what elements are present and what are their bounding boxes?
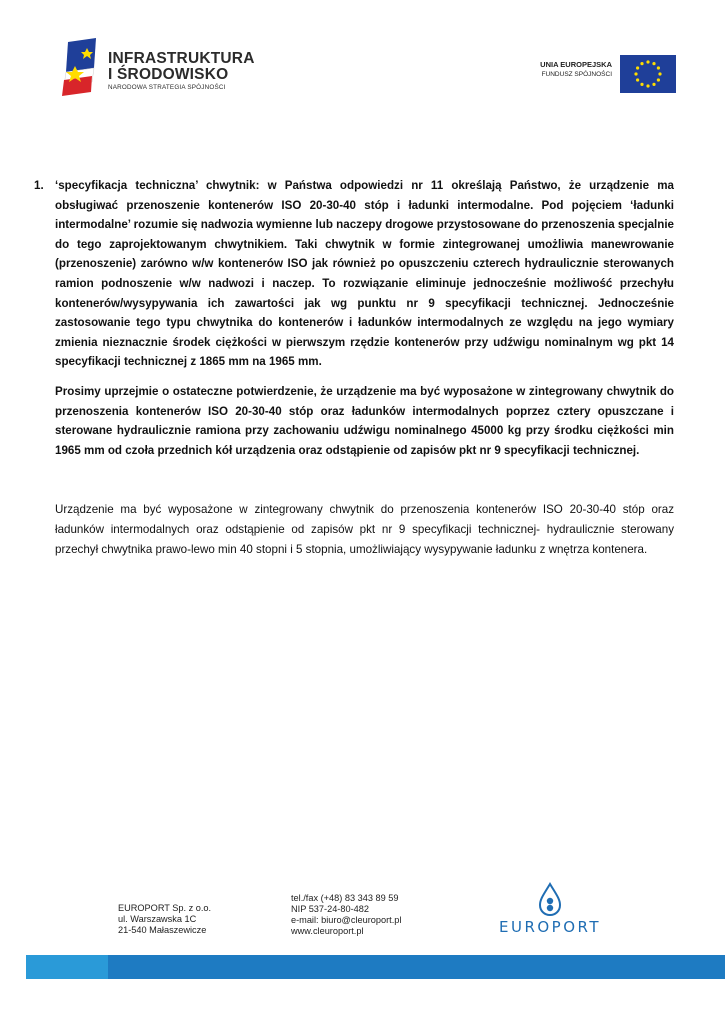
nss-flag-icon bbox=[58, 38, 104, 96]
company-address bbox=[118, 903, 211, 936]
company-street: ul. Warszawska 1C bbox=[118, 914, 197, 924]
document-body bbox=[34, 176, 674, 559]
paragraph-request: Prosimy uprzejmie o ostateczne potwierdzenie, że urządzenie ma być wyposażone w zintegrowany chwytnik do przenoszenia kontenerów ISO 20-30-40 stóp oraz ładunków intermodalnych poprzez cztery opuszczane i sterowane hydraulicznie ramiona przy zachowaniu udźwigu nominalnego 45000 kg przy środku ciężkości min 1965 mm od czoła przednich kół urządzenia oraz odstąpienie od zapisów pkt nr 9 specyfikacji technicznej. bbox=[55, 384, 674, 457]
logo-title-line1: INFRASTRUKTURA bbox=[108, 50, 255, 67]
europort-drop-icon bbox=[470, 882, 630, 918]
paragraph-specification: ‘specyfikacja techniczna’ chwytnik: w Państwa odpowiedzi nr 11 określają Państwo, że urządzenie ma obsługiwać przenoszenie kontenerów ISO 20-30-40 stóp i ładunki intermodalne. Pod pojęciem ‘ładunki intermodalne’ rozumie się nadwozia wymienne lub naczepy drogowe przystosowane do przenoszenia specjalnie do tego zaprojektowanym chwytnikiem. Taki chwytnik w formie zintegrowanej umożliwia manewrowanie (przenoszenie) zarówno w/w kontenerów ISO jak również po opuszczeniu czterech hydraulicznie sterowanych ramion podnoszenie w/w nadwozi i naczep. To rozwiązanie eliminuje jednocześnie możliwość przechyłu kontenerów/wysypywania ich zawartości jak wg punktu nr 9 specyfikacji technicznej. Jednocześnie zastosowanie tego typu chwytnika do kontenerów i ładunków intermodalnych ze względu na jego wymiary zmienia nieznacznie środek ciężkości w pierwszym rzędzie kontenerów przy udźwigu nominalnym wg pkt 14 specyfikacji technicznej z 1865 mm na 1965 mm. bbox=[55, 179, 674, 369]
paragraph-answer: Urządzenie ma być wyposażone w zintegrowany chwytnik do przenoszenia kontenerów ISO 20-30-40 stóp oraz ładunków intermodalnych oraz odstąpienie od zapisów pkt nr 9 specyfikacji technicznej- hydraulicznie sterowany przechył chwytnika prawo-lewo min 40 stopni i 5 stopnia, umożliwiający wysypywanie ładunku z wnętrza kontenera. bbox=[55, 503, 674, 556]
company-name: EUROPORT Sp. z o.o. bbox=[118, 903, 212, 913]
footer-bar bbox=[26, 955, 725, 979]
company-contact bbox=[291, 893, 401, 937]
page-footer bbox=[0, 890, 725, 950]
eu-logo-line2: FUNDUSZ SPÓJNOŚCI bbox=[541, 71, 612, 78]
contact-nip: NIP 537-24-80-482 bbox=[291, 904, 369, 914]
item-number: 1. bbox=[34, 179, 44, 192]
company-city: 21-540 Małaszewicze bbox=[118, 925, 207, 935]
eu-logo bbox=[530, 55, 680, 95]
eu-logo-line1: UNIA EUROPEJSKA bbox=[540, 60, 612, 69]
list-item bbox=[34, 176, 674, 372]
europort-logo-text: EUROPORT bbox=[498, 918, 602, 936]
footer-bar-accent bbox=[26, 955, 108, 979]
contact-website: www.cleuroport.pl bbox=[291, 926, 364, 936]
contact-email: e-mail: biuro@cleuroport.pl bbox=[291, 915, 402, 925]
eu-flag-icon bbox=[620, 55, 676, 93]
logo-subtitle: NARODOWA STRATEGIA SPÓJNOŚCI bbox=[108, 84, 226, 91]
infrastruktura-logo bbox=[58, 38, 258, 98]
logo-title-line2: I ŚRODOWISKO bbox=[108, 66, 229, 83]
europort-logo bbox=[470, 882, 630, 942]
contact-phone: tel./fax (+48) 83 343 89 59 bbox=[291, 893, 399, 903]
